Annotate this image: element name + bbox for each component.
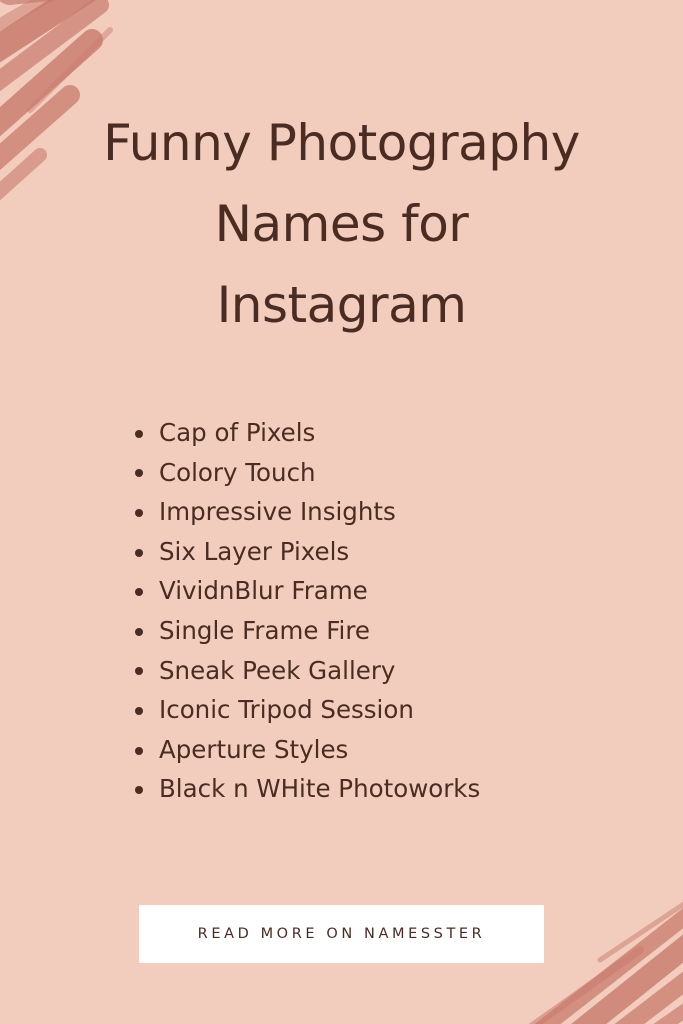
title-line-3: Instagram <box>216 276 467 334</box>
list-item-label: Iconic Tripod Session <box>159 695 414 725</box>
list-item-label: Impressive Insights <box>159 497 396 527</box>
bullet-icon <box>135 469 143 477</box>
bullet-icon <box>135 786 143 794</box>
bullet-icon <box>135 430 143 438</box>
list-item <box>132 453 632 493</box>
list-item-label: Black n WHite Photoworks <box>159 774 481 804</box>
list-item <box>132 769 632 809</box>
list-item-label: Colory Touch <box>159 457 316 487</box>
list-item-label: Cap of Pixels <box>159 418 316 447</box>
bullet-icon <box>135 747 143 755</box>
list-item <box>132 730 632 770</box>
list-item-label: Sneak Peek Gallery <box>159 655 396 685</box>
list-item <box>132 492 632 532</box>
bullet-icon <box>135 707 143 715</box>
bullet-icon <box>135 509 143 517</box>
list-item <box>132 611 632 651</box>
list-item <box>132 532 632 572</box>
title-line-2: Names for <box>214 195 469 253</box>
list-item-label: Six Layer Pixels <box>159 536 350 566</box>
bullet-icon <box>135 588 143 596</box>
list-item-label: VividnBlur Frame <box>159 576 368 606</box>
list-item <box>132 690 632 730</box>
list-item-label: Aperture Styles <box>159 734 349 764</box>
bullet-icon <box>135 628 143 636</box>
list-item <box>132 413 632 453</box>
list-item <box>132 571 632 611</box>
title-line-1: Funny Photography <box>103 114 580 172</box>
list-item <box>132 651 632 691</box>
names-list <box>132 413 632 809</box>
page-title <box>0 103 683 346</box>
bullet-icon <box>135 549 143 557</box>
read-more-button[interactable]: READ MORE ON NAMESSTER <box>139 905 544 963</box>
list-item-label: Single Frame Fire <box>159 615 370 645</box>
bullet-icon <box>135 667 143 675</box>
